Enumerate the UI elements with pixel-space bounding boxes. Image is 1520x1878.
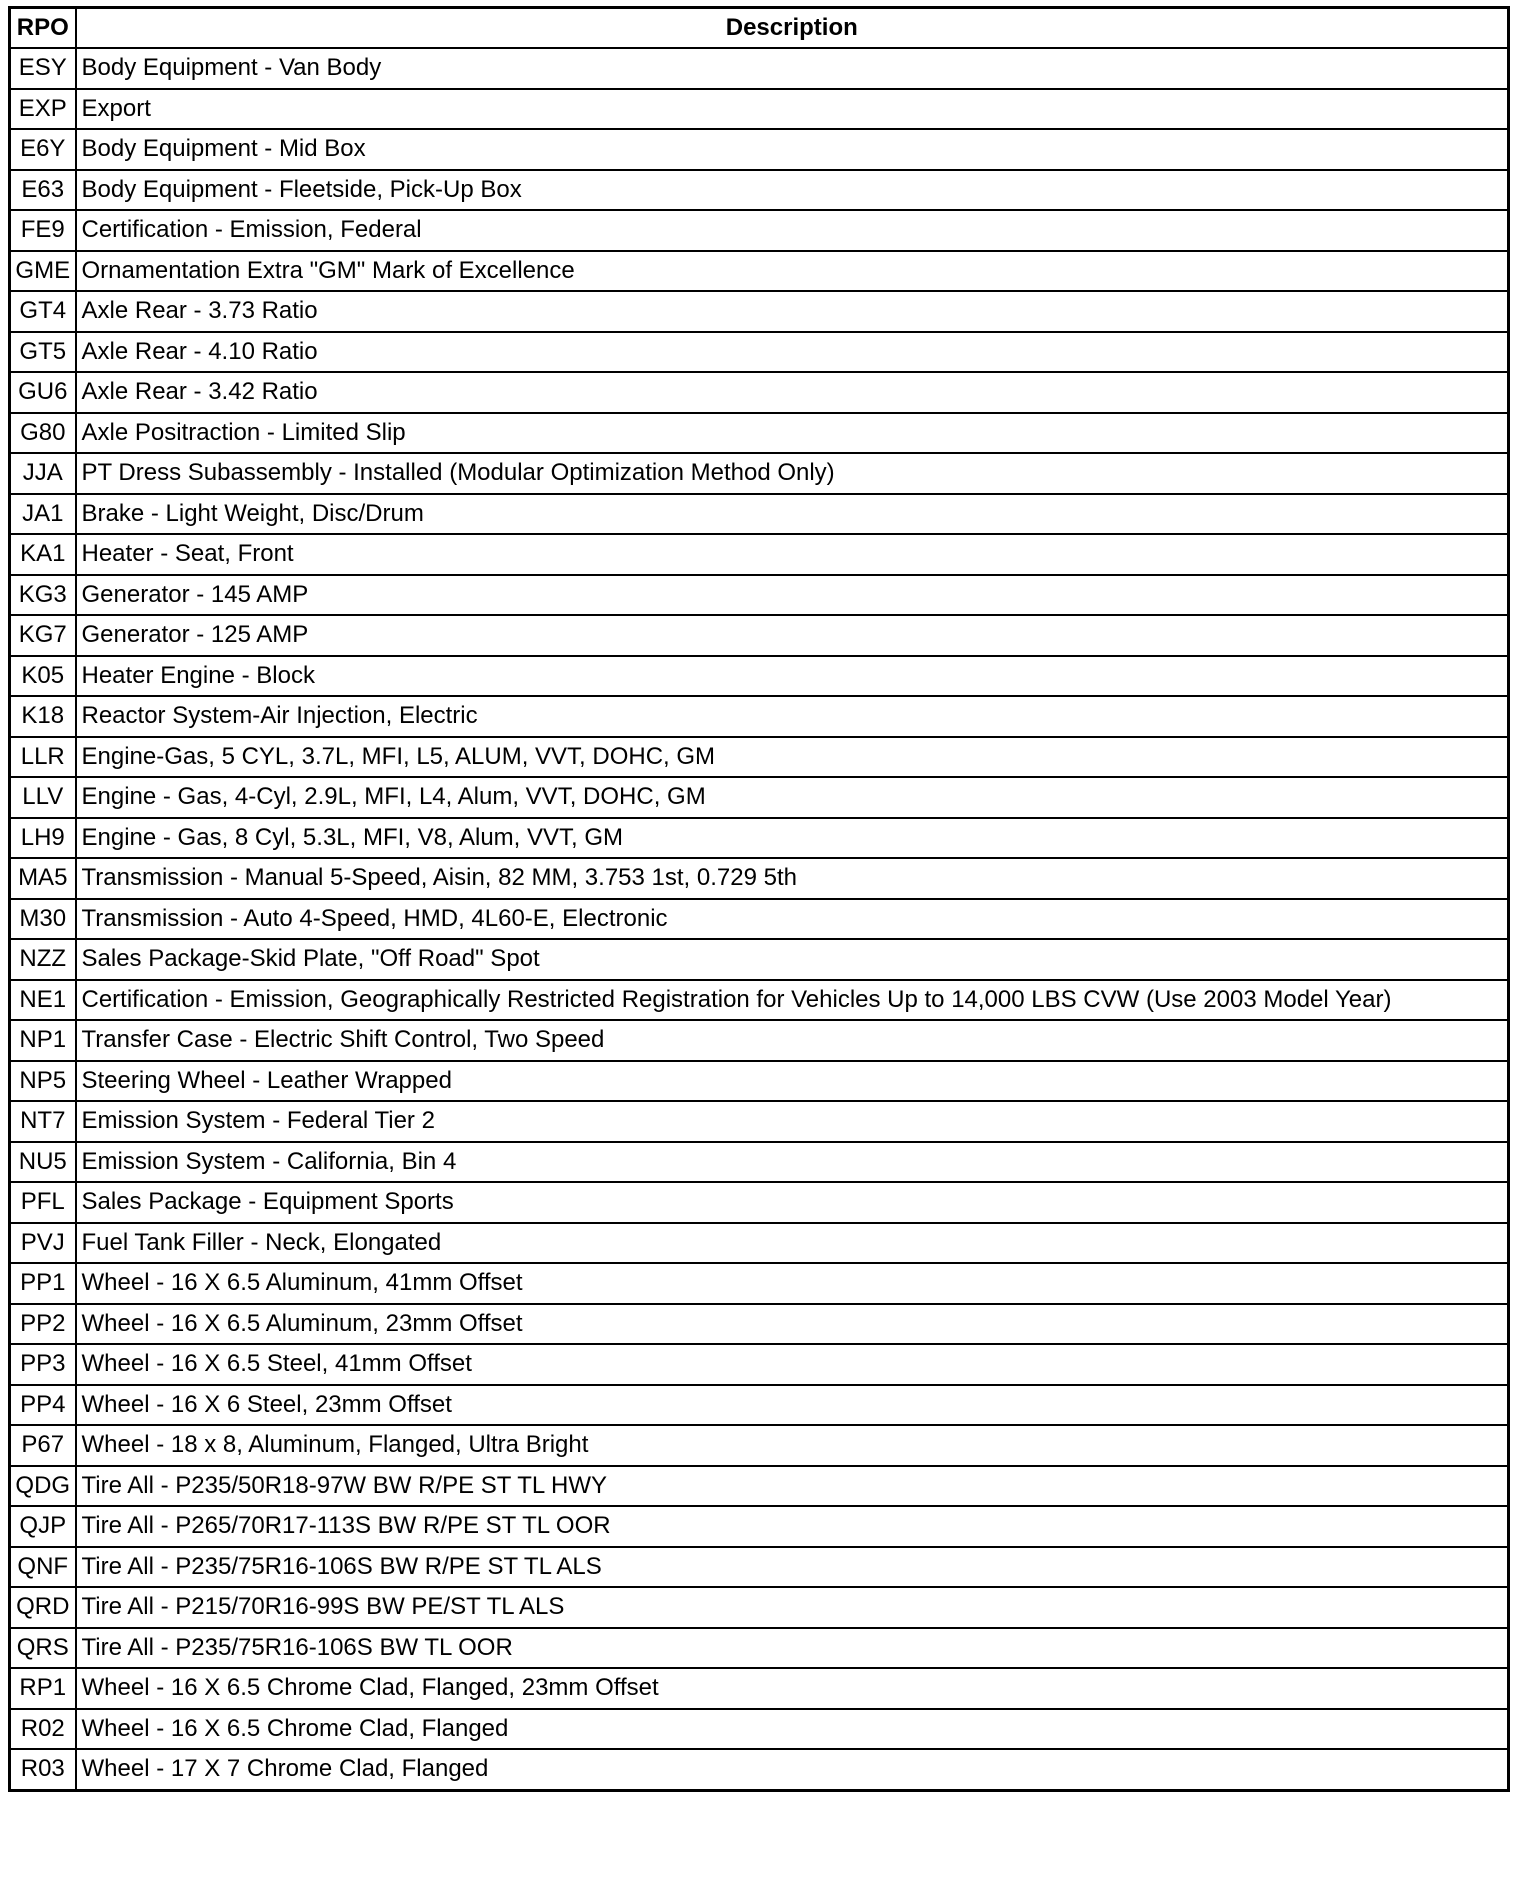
table-row bbox=[10, 1587, 1509, 1628]
table-row bbox=[10, 656, 1509, 697]
rpo-code-cell: G80 bbox=[10, 413, 76, 454]
description-cell: Generator - 125 AMP bbox=[76, 615, 1509, 656]
table-row bbox=[10, 777, 1509, 818]
rpo-code-cell: KG3 bbox=[10, 575, 76, 616]
rpo-code-cell: RP1 bbox=[10, 1668, 76, 1709]
table-row bbox=[10, 980, 1509, 1021]
rpo-code-cell: E6Y bbox=[10, 129, 76, 170]
description-cell: Wheel - 16 X 6.5 Aluminum, 41mm Offset bbox=[76, 1263, 1509, 1304]
table-row bbox=[10, 1304, 1509, 1345]
rpo-code-cell: P67 bbox=[10, 1425, 76, 1466]
rpo-code-cell: PVJ bbox=[10, 1223, 76, 1264]
description-cell: Engine - Gas, 4-Cyl, 2.9L, MFI, L4, Alum, VVT, DOHC, GM bbox=[76, 777, 1509, 818]
description-cell: Tire All - P235/75R16-106S BW R/PE ST TL ALS bbox=[76, 1547, 1509, 1588]
table-row bbox=[10, 1466, 1509, 1507]
description-cell: Brake - Light Weight, Disc/Drum bbox=[76, 494, 1509, 535]
description-cell: Ornamentation Extra "GM" Mark of Excellence bbox=[76, 251, 1509, 292]
table-body bbox=[10, 48, 1509, 1790]
description-cell: Reactor System-Air Injection, Electric bbox=[76, 696, 1509, 737]
description-cell: Generator - 145 AMP bbox=[76, 575, 1509, 616]
rpo-code-cell: PP2 bbox=[10, 1304, 76, 1345]
header-rpo: RPO bbox=[10, 8, 76, 49]
description-cell: Tire All - P235/75R16-106S BW TL OOR bbox=[76, 1628, 1509, 1669]
table-row bbox=[10, 1749, 1509, 1790]
description-cell: Body Equipment - Fleetside, Pick-Up Box bbox=[76, 170, 1509, 211]
description-cell: Steering Wheel - Leather Wrapped bbox=[76, 1061, 1509, 1102]
description-cell: Certification - Emission, Geographically Restricted Registration for Vehicles Up to 14,000 LBS CVW (Use 2003 Model Year) bbox=[76, 980, 1509, 1021]
rpo-code-cell: FE9 bbox=[10, 210, 76, 251]
table-row bbox=[10, 48, 1509, 89]
table-row bbox=[10, 1101, 1509, 1142]
rpo-code-cell: QDG bbox=[10, 1466, 76, 1507]
rpo-table bbox=[8, 6, 1510, 1792]
rpo-code-cell: NP5 bbox=[10, 1061, 76, 1102]
table-row bbox=[10, 453, 1509, 494]
table-row bbox=[10, 1020, 1509, 1061]
description-cell: Engine-Gas, 5 CYL, 3.7L, MFI, L5, ALUM, VVT, DOHC, GM bbox=[76, 737, 1509, 778]
rpo-code-cell: QNF bbox=[10, 1547, 76, 1588]
description-cell: Tire All - P215/70R16-99S BW PE/ST TL ALS bbox=[76, 1587, 1509, 1628]
rpo-code-cell: PP1 bbox=[10, 1263, 76, 1304]
description-cell: Axle Rear - 4.10 Ratio bbox=[76, 332, 1509, 373]
table-row bbox=[10, 1223, 1509, 1264]
table-row bbox=[10, 737, 1509, 778]
table-row bbox=[10, 899, 1509, 940]
rpo-code-cell: EXP bbox=[10, 89, 76, 130]
rpo-code-cell: QRS bbox=[10, 1628, 76, 1669]
table-row bbox=[10, 494, 1509, 535]
description-cell: Wheel - 18 x 8, Aluminum, Flanged, Ultra Bright bbox=[76, 1425, 1509, 1466]
description-cell: PT Dress Subassembly - Installed (Modular Optimization Method Only) bbox=[76, 453, 1509, 494]
rpo-code-cell: NZZ bbox=[10, 939, 76, 980]
rpo-code-cell: GT5 bbox=[10, 332, 76, 373]
table-row bbox=[10, 332, 1509, 373]
table-row bbox=[10, 696, 1509, 737]
description-cell: Export bbox=[76, 89, 1509, 130]
description-cell: Wheel - 17 X 7 Chrome Clad, Flanged bbox=[76, 1749, 1509, 1790]
table-row bbox=[10, 1182, 1509, 1223]
rpo-code-cell: LH9 bbox=[10, 818, 76, 859]
rpo-code-cell: ESY bbox=[10, 48, 76, 89]
table-row bbox=[10, 89, 1509, 130]
description-cell: Emission System - Federal Tier 2 bbox=[76, 1101, 1509, 1142]
table-row bbox=[10, 534, 1509, 575]
rpo-code-cell: MA5 bbox=[10, 858, 76, 899]
rpo-code-cell: PFL bbox=[10, 1182, 76, 1223]
rpo-code-cell: K18 bbox=[10, 696, 76, 737]
rpo-code-cell: NT7 bbox=[10, 1101, 76, 1142]
description-cell: Axle Positraction - Limited Slip bbox=[76, 413, 1509, 454]
description-cell: Transmission - Auto 4-Speed, HMD, 4L60-E, Electronic bbox=[76, 899, 1509, 940]
table-row bbox=[10, 575, 1509, 616]
description-cell: Axle Rear - 3.42 Ratio bbox=[76, 372, 1509, 413]
table-row bbox=[10, 372, 1509, 413]
description-cell: Sales Package-Skid Plate, "Off Road" Spot bbox=[76, 939, 1509, 980]
table-row bbox=[10, 170, 1509, 211]
description-cell: Sales Package - Equipment Sports bbox=[76, 1182, 1509, 1223]
table-header-row bbox=[10, 8, 1509, 49]
table-row bbox=[10, 858, 1509, 899]
rpo-code-cell: E63 bbox=[10, 170, 76, 211]
table-row bbox=[10, 413, 1509, 454]
rpo-code-cell: R03 bbox=[10, 1749, 76, 1790]
rpo-code-cell: PP3 bbox=[10, 1344, 76, 1385]
description-cell: Heater - Seat, Front bbox=[76, 534, 1509, 575]
header-description: Description bbox=[76, 8, 1509, 49]
rpo-code-cell: QJP bbox=[10, 1506, 76, 1547]
rpo-code-cell: NE1 bbox=[10, 980, 76, 1021]
description-cell: Wheel - 16 X 6.5 Aluminum, 23mm Offset bbox=[76, 1304, 1509, 1345]
rpo-code-cell: NU5 bbox=[10, 1142, 76, 1183]
table-row bbox=[10, 939, 1509, 980]
table-row bbox=[10, 129, 1509, 170]
description-cell: Body Equipment - Van Body bbox=[76, 48, 1509, 89]
rpo-code-cell: LLR bbox=[10, 737, 76, 778]
rpo-code-cell: GU6 bbox=[10, 372, 76, 413]
description-cell: Tire All - P265/70R17-113S BW R/PE ST TL OOR bbox=[76, 1506, 1509, 1547]
rpo-code-cell: NP1 bbox=[10, 1020, 76, 1061]
description-cell: Certification - Emission, Federal bbox=[76, 210, 1509, 251]
table-row bbox=[10, 1709, 1509, 1750]
table-row bbox=[10, 1506, 1509, 1547]
rpo-code-cell: KG7 bbox=[10, 615, 76, 656]
table-row bbox=[10, 1425, 1509, 1466]
description-cell: Wheel - 16 X 6.5 Chrome Clad, Flanged bbox=[76, 1709, 1509, 1750]
table-row bbox=[10, 1385, 1509, 1426]
table-row bbox=[10, 1263, 1509, 1304]
table-row bbox=[10, 615, 1509, 656]
description-cell: Engine - Gas, 8 Cyl, 5.3L, MFI, V8, Alum, VVT, GM bbox=[76, 818, 1509, 859]
description-cell: Emission System - California, Bin 4 bbox=[76, 1142, 1509, 1183]
table-row bbox=[10, 251, 1509, 292]
table-row bbox=[10, 1061, 1509, 1102]
rpo-code-cell: K05 bbox=[10, 656, 76, 697]
rpo-code-cell: GME bbox=[10, 251, 76, 292]
description-cell: Fuel Tank Filler - Neck, Elongated bbox=[76, 1223, 1509, 1264]
rpo-code-cell: LLV bbox=[10, 777, 76, 818]
description-cell: Axle Rear - 3.73 Ratio bbox=[76, 291, 1509, 332]
table-row bbox=[10, 1668, 1509, 1709]
rpo-code-cell: QRD bbox=[10, 1587, 76, 1628]
rpo-code-cell: KA1 bbox=[10, 534, 76, 575]
table-row bbox=[10, 1547, 1509, 1588]
table-row bbox=[10, 1142, 1509, 1183]
rpo-code-cell: JA1 bbox=[10, 494, 76, 535]
description-cell: Wheel - 16 X 6.5 Steel, 41mm Offset bbox=[76, 1344, 1509, 1385]
description-cell: Body Equipment - Mid Box bbox=[76, 129, 1509, 170]
rpo-code-cell: GT4 bbox=[10, 291, 76, 332]
table-row bbox=[10, 1344, 1509, 1385]
rpo-code-cell: R02 bbox=[10, 1709, 76, 1750]
description-cell: Heater Engine - Block bbox=[76, 656, 1509, 697]
description-cell: Transfer Case - Electric Shift Control, Two Speed bbox=[76, 1020, 1509, 1061]
table-row bbox=[10, 291, 1509, 332]
table-row bbox=[10, 818, 1509, 859]
table-row bbox=[10, 1628, 1509, 1669]
rpo-code-cell: PP4 bbox=[10, 1385, 76, 1426]
rpo-code-cell: JJA bbox=[10, 453, 76, 494]
description-cell: Wheel - 16 X 6.5 Chrome Clad, Flanged, 23mm Offset bbox=[76, 1668, 1509, 1709]
description-cell: Tire All - P235/50R18-97W BW R/PE ST TL HWY bbox=[76, 1466, 1509, 1507]
description-cell: Wheel - 16 X 6 Steel, 23mm Offset bbox=[76, 1385, 1509, 1426]
rpo-code-cell: M30 bbox=[10, 899, 76, 940]
table-row bbox=[10, 210, 1509, 251]
description-cell: Transmission - Manual 5-Speed, Aisin, 82 MM, 3.753 1st, 0.729 5th bbox=[76, 858, 1509, 899]
